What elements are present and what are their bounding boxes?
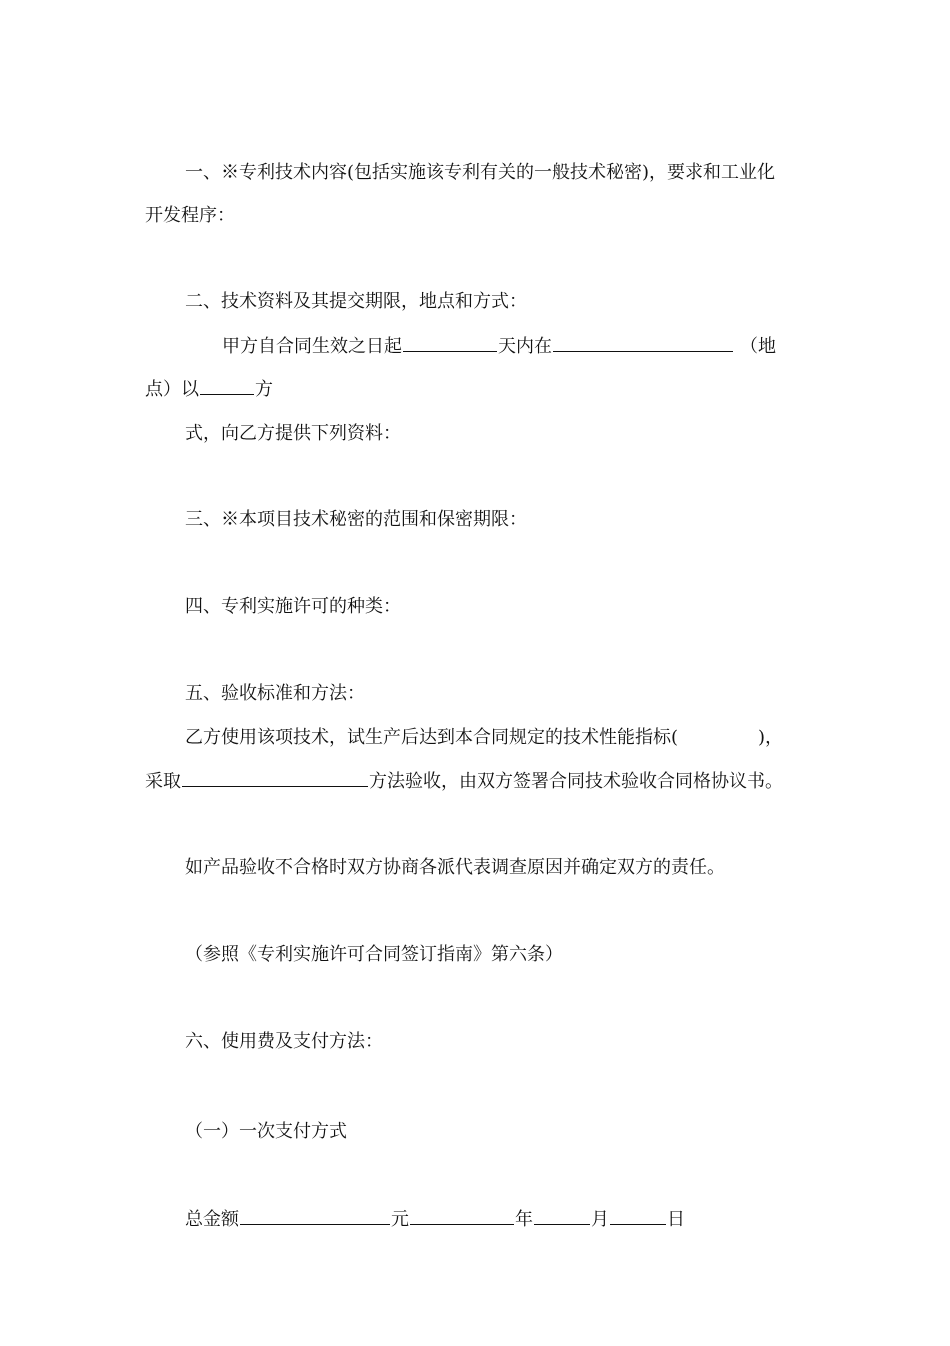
section2-line-b (145, 376, 825, 403)
section5-line-a (185, 725, 865, 751)
section5-text-b: )， (758, 727, 784, 748)
day-label: 日 (667, 1209, 685, 1230)
section5-paragraph: 如产品验收不合格时双方协商各派代表调查原因并确定双方的责任。 (185, 857, 725, 878)
year-label: 年 (515, 1209, 533, 1230)
total-label: 总金额 (185, 1209, 239, 1230)
location-blank[interactable] (553, 333, 733, 352)
month-label: 月 (591, 1209, 609, 1230)
acceptance-method-blank[interactable] (182, 768, 368, 787)
section1-line1: 一、※专利技术内容(包括实施该专利有关的一般技术秘密)，要求和工业化 (185, 162, 776, 183)
month-blank[interactable] (534, 1206, 590, 1225)
section5-line-b (145, 768, 825, 795)
section2-text-f: 式，向乙方提供下列资料： (185, 423, 401, 444)
section2-text-c: （地 (740, 336, 776, 357)
section2-text-e: 方 (255, 379, 273, 400)
yuan-label: 元 (391, 1209, 409, 1230)
section5-text-a: 乙方使用该项技术，试生产后达到本合同规定的技术性能指标( (185, 727, 679, 748)
section5-text-c: 采取 (145, 771, 181, 792)
section3-heading: 三、※本项目技术秘密的范围和保密期限： (185, 509, 527, 530)
section6-heading: 六、使用费及支付方法： (185, 1031, 383, 1052)
section4-heading: 四、专利实施许可的种类： (185, 596, 401, 617)
method-blank[interactable] (200, 376, 254, 395)
section5-text-d: 方法验收，由双方签署合同技术验收合同格协议书。 (369, 771, 783, 792)
section1-line2: 开发程序： (145, 205, 235, 226)
day-blank[interactable] (610, 1206, 666, 1225)
section2-text-b: 天内在 (498, 336, 552, 357)
section5-reference: （参照《专利实施许可合同签订指南》第六条） (185, 944, 563, 965)
section2-heading: 二、技术资料及其提交期限，地点和方式： (185, 291, 527, 312)
section2-line-a (222, 333, 902, 360)
total-amount-line (185, 1206, 865, 1233)
section5-heading: 五、验收标准和方法： (185, 683, 365, 704)
amount-blank[interactable] (240, 1206, 390, 1225)
days-blank[interactable] (403, 333, 497, 352)
section6-subheading: （一）一次支付方式 (185, 1121, 347, 1142)
year-blank[interactable] (410, 1206, 514, 1225)
section2-text-a: 甲方自合同生效之日起 (222, 336, 402, 357)
section2-text-d: 点）以 (145, 379, 199, 400)
